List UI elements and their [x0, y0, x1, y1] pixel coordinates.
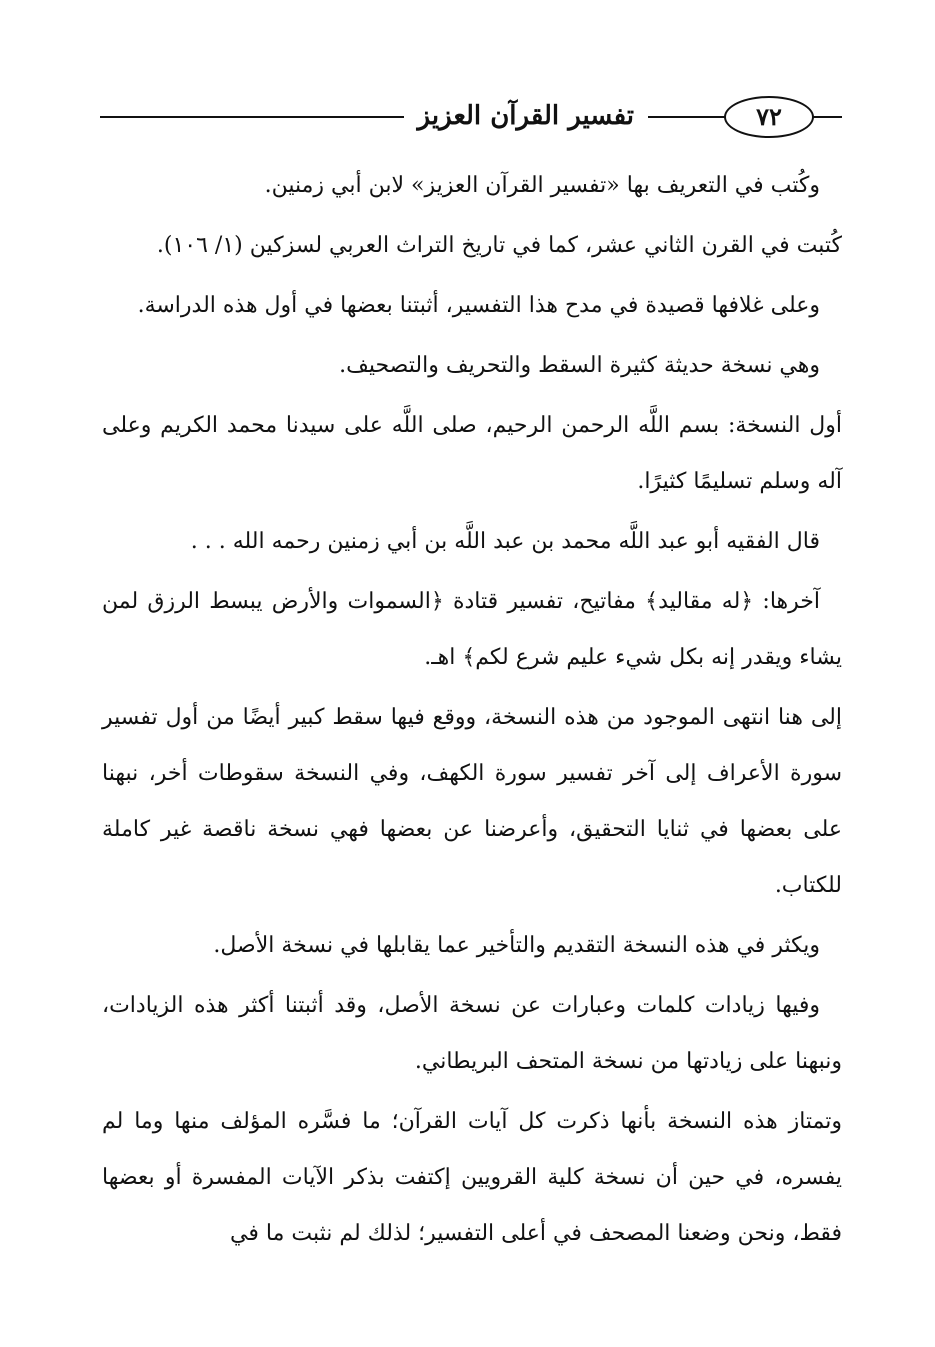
- paragraph-2: كُتبت في القرن الثاني عشر، كما في تاريخ التراث العربي لسزكين (١/ ١٠٦).: [156, 233, 842, 258]
- paragraph-3: وعلى غلافها قصيدة في مدح هذا التفسير، أثبتنا بعضها في أول هذه الدراسة.: [137, 293, 820, 318]
- paragraph-9: ويكثر في هذه النسخة التقديم والتأخير عما يقابلها في نسخة الأصل.: [213, 933, 820, 958]
- paragraph-8: إلى هنا انتهى الموجود من هذه النسخة، ووقع فيها سقط كبير أيضًا من أول تفسير سورة الأعراف إلى آخر تفسير سورة الكهف، وفي النسخة سقوطات أخر، نبهنا على بعضها في ثنايا التحقيق، وأعرضنا عن بعضها فهي نسخة ناقصة غير كاملة للكتاب.: [102, 705, 842, 898]
- running-title: تفسير القرآن العزيز: [404, 98, 648, 134]
- running-header: [100, 92, 842, 140]
- paragraph-7: آخرها: ﴿له مقاليد﴾ مفاتيح، تفسير قتادة ﴿السموات والأرض يبسط الرزق لمن يشاء ويقدر إنه بكل شيء عليم شرع لكم﴾ اهـ.: [102, 589, 842, 670]
- paragraph-10: وفيها زيادات كلمات وعبارات عن نسخة الأصل، وقد أثبتنا أكثر هذه الزيادات، ونبهنا على زيادتها من نسخة المتحف البريطاني.: [102, 993, 842, 1074]
- page-number: ٧٢: [724, 96, 814, 138]
- paragraph-6: قال الفقيه أبو عبد اللَّه محمد بن عبد اللَّه بن أبي زمنين رحمه الله . . .: [190, 529, 820, 554]
- paragraph-1: وكُتب في التعريف بها «تفسير القرآن العزيز» لابن أبي زمنين.: [264, 173, 820, 198]
- paragraph-4: وهي نسخة حديثة كثيرة السقط والتحريف والتصحيف.: [339, 353, 820, 378]
- page-body: [102, 158, 842, 1246]
- paragraph-5: أول النسخة: بسم اللَّه الرحمن الرحيم، صلى اللَّه على سيدنا محمد الكريم وعلى آله وسلم تسليمًا كثيرًا.: [102, 413, 842, 494]
- paragraph-11: وتمتاز هذه النسخة بأنها ذكرت كل آيات القرآن؛ ما فسَّره المؤلف منها وما لم يفسره، في حين أن نسخة كلية القرويين إكتفت بذكر الآيات المفسرة أو بعضها فقط، ونحن وضعنا المصحف في أعلى التفسير؛ لذلك لم نثبت ما في: [102, 1109, 842, 1246]
